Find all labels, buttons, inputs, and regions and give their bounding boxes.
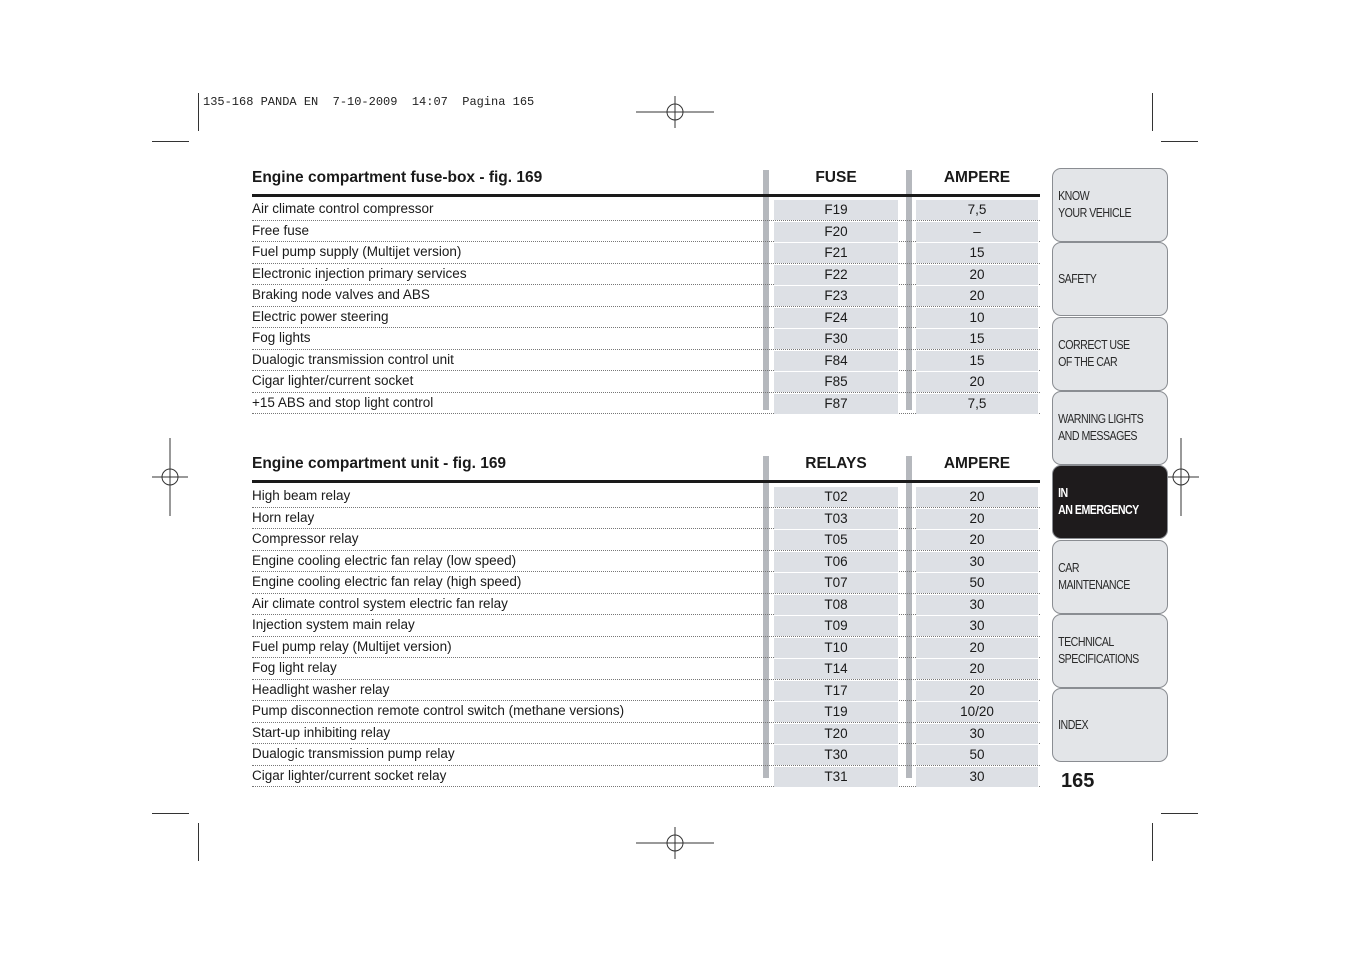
row-ampere: – [916, 222, 1038, 242]
registration-mark-icon [636, 96, 714, 128]
tab-label: CAR MAINTENANCE [1058, 560, 1130, 592]
column-header-relays: RELAYS [805, 455, 867, 472]
row-description: Injection system main relay [252, 617, 415, 632]
registration-mark-icon [152, 438, 188, 516]
tab-car-maintenance[interactable] [1052, 540, 1168, 614]
row-code: T30 [774, 745, 898, 765]
row-description: Engine cooling electric fan relay (high speed) [252, 574, 522, 589]
row-ampere: 30 [916, 616, 1038, 636]
table-row [252, 243, 1040, 264]
table-row [252, 200, 1040, 221]
table-row [252, 767, 1040, 788]
column-header-fuse: FUSE [815, 169, 857, 186]
row-code: F23 [774, 286, 898, 306]
tab-safety[interactable] [1052, 242, 1168, 316]
row-ampere: 20 [916, 265, 1038, 285]
row-ampere: 50 [916, 745, 1038, 765]
tab-correct-use-of-the-car[interactable] [1052, 317, 1168, 391]
row-code: F30 [774, 329, 898, 349]
crop-mark [1152, 823, 1153, 861]
table-row [252, 638, 1040, 659]
table-header [252, 454, 1040, 483]
row-code: T05 [774, 530, 898, 550]
row-ampere: 30 [916, 767, 1038, 787]
row-ampere: 20 [916, 487, 1038, 507]
page-number: 165 [1061, 770, 1095, 792]
table-title: Engine compartment unit - fig. 169 [252, 455, 507, 472]
row-code: F85 [774, 372, 898, 392]
tab-label: WARNING LIGHTS AND MESSAGES [1058, 411, 1144, 443]
row-description: Cigar lighter/current socket relay [252, 767, 447, 783]
row-description: High beam relay [252, 488, 351, 503]
row-description: Air climate control compressor [252, 201, 434, 216]
row-code: F19 [774, 200, 898, 220]
row-description: Pump disconnection remote control switch (methane versions) [252, 703, 625, 718]
row-ampere: 15 [916, 351, 1038, 371]
registration-mark-icon [636, 827, 714, 859]
table-row [252, 265, 1040, 286]
table-row [252, 745, 1040, 766]
row-description: Headlight washer relay [252, 681, 390, 697]
row-ampere: 20 [916, 286, 1038, 306]
table-row [252, 372, 1040, 393]
row-ampere: 20 [916, 509, 1038, 529]
table-row [252, 681, 1040, 702]
row-description: Fuel pump supply (Multijet version) [252, 244, 462, 259]
row-description: +15 ABS and stop light control [252, 394, 434, 410]
table-row [252, 351, 1040, 372]
crop-mark [152, 813, 189, 814]
row-description: Air climate control system electric fan relay [252, 595, 508, 611]
row-code: F22 [774, 265, 898, 285]
table-title: Engine compartment fuse-box - fig. 169 [252, 169, 543, 186]
row-ampere: 30 [916, 595, 1038, 615]
table-body [252, 483, 1040, 787]
row-description: Engine cooling electric fan relay (low speed) [252, 552, 517, 568]
row-description: Compressor relay [252, 531, 359, 546]
table-row [252, 509, 1040, 530]
row-code: T31 [774, 767, 898, 787]
row-ampere: 20 [916, 659, 1038, 679]
table-row [252, 394, 1040, 415]
crop-mark [152, 141, 189, 142]
table-body [252, 197, 1040, 414]
row-ampere: 15 [916, 243, 1038, 263]
table-row [252, 530, 1040, 551]
row-ampere: 7,5 [916, 200, 1038, 220]
tab-label: IN AN EMERGENCY [1058, 486, 1139, 518]
crop-mark [1152, 93, 1153, 131]
table-row [252, 702, 1040, 723]
row-description: Cigar lighter/current socket [252, 373, 414, 388]
row-description: Fog lights [252, 330, 311, 345]
column-header-ampere: AMPERE [943, 455, 1011, 472]
row-code: T02 [774, 487, 898, 507]
table-row [252, 573, 1040, 594]
table-row [252, 616, 1040, 637]
row-description: Start-up inhibiting relay [252, 724, 391, 740]
row-code: T09 [774, 616, 898, 636]
row-code: F21 [774, 243, 898, 263]
crop-mark [198, 93, 199, 131]
registration-mark-icon [1163, 438, 1199, 516]
row-ampere: 20 [916, 638, 1038, 658]
print-header: 135-168 PANDA EN 7-10-2009 14:07 Pagina 165 [203, 95, 535, 109]
tab-label: CORRECT USE OF THE CAR [1058, 337, 1130, 369]
table-header [252, 168, 1040, 197]
tab-label: KNOW YOUR VEHICLE [1058, 189, 1132, 220]
crop-mark [198, 823, 199, 861]
tab-index[interactable] [1052, 688, 1168, 762]
table-row [252, 329, 1040, 350]
table-row [252, 286, 1040, 307]
row-ampere: 10 [916, 308, 1038, 328]
row-code: T20 [774, 724, 898, 744]
table-row [252, 308, 1040, 329]
row-description: Free fuse [252, 222, 310, 238]
row-code: T19 [774, 702, 898, 722]
row-code: T17 [774, 681, 898, 701]
column-header-ampere: AMPERE [943, 169, 1011, 186]
row-ampere: 20 [916, 530, 1038, 550]
table-row [252, 724, 1040, 745]
table-row [252, 659, 1040, 680]
row-code: F24 [774, 308, 898, 328]
tab-label: TECHNICAL SPECIFICATIONS [1058, 634, 1139, 666]
row-description: Electronic injection primary services [252, 265, 467, 281]
row-description: Fog light relay [252, 660, 337, 675]
crop-mark [1161, 813, 1198, 814]
row-ampere: 20 [916, 681, 1038, 701]
row-description: Braking node valves and ABS [252, 287, 430, 302]
table-row [252, 222, 1040, 243]
row-ampere: 15 [916, 329, 1038, 349]
table-row [252, 487, 1040, 508]
tab-in-an-emergency[interactable] [1052, 465, 1168, 539]
row-description: Dualogic transmission pump relay [252, 746, 455, 761]
tab-label: SAFETY [1058, 271, 1097, 286]
row-code: T14 [774, 659, 898, 679]
row-code: T03 [774, 509, 898, 529]
row-code: T06 [774, 552, 898, 572]
row-ampere: 30 [916, 724, 1038, 744]
row-code: T07 [774, 573, 898, 593]
row-ampere: 7,5 [916, 394, 1038, 414]
row-code: F87 [774, 394, 898, 414]
tab-warning-lights-and-messages[interactable] [1052, 391, 1168, 465]
fuse-table [252, 168, 1040, 414]
relay-table [252, 454, 1040, 787]
row-description: Fuel pump relay (Multijet version) [252, 638, 452, 654]
row-code: T08 [774, 595, 898, 615]
row-code: F20 [774, 222, 898, 242]
table-row [252, 552, 1040, 573]
row-ampere: 20 [916, 372, 1038, 392]
row-ampere: 50 [916, 573, 1038, 593]
tab-technical-specifications[interactable] [1052, 614, 1168, 688]
row-ampere: 30 [916, 552, 1038, 572]
table-row [252, 595, 1040, 616]
row-code: T10 [774, 638, 898, 658]
crop-mark [1161, 141, 1198, 142]
tab-label: INDEX [1058, 717, 1089, 732]
row-ampere: 10/20 [916, 702, 1038, 722]
row-description: Dualogic transmission control unit [252, 351, 454, 367]
row-description: Horn relay [252, 509, 315, 525]
row-description: Electric power steering [252, 308, 389, 324]
tab-know-your-vehicle[interactable] [1052, 168, 1168, 242]
row-code: F84 [774, 351, 898, 371]
